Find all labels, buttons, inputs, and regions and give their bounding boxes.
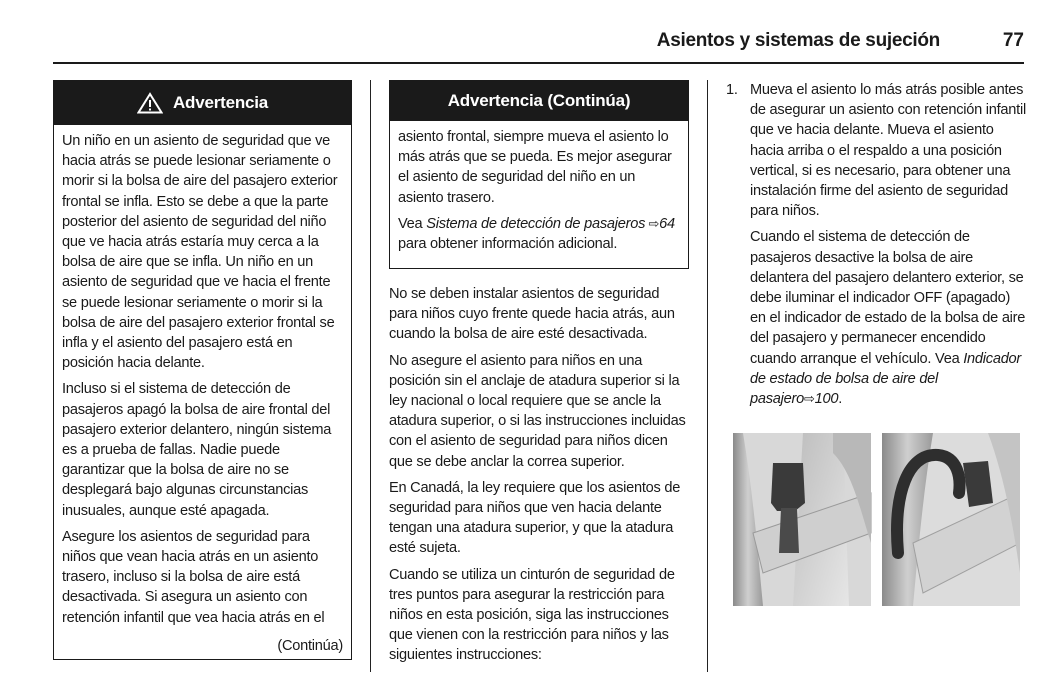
step-paragraph-text: Cuando el sistema de detección de pasajeros desactive la bolsa de aire delantera del pasajero delantero exterior, se debe iluminar el indicador OFF (apagado) en el indicador de estado de la bolsa de aire del pasajero y permanecer encendido cuando arranque el vehículo. Vea <box>750 229 1026 367</box>
step-text: Mueva el asiento lo más atrás posible antes de asegurar un asiento con retención infantil que ve hacia delante. Mueva el asiento hacia arriba o el respaldo a una posición vertical, si es necesario, para obtener una instalación firme del asiento de seguridad para niños. <box>750 82 1026 220</box>
reference-page[interactable]: 64 <box>659 215 675 232</box>
column-divider-2 <box>707 80 708 672</box>
body-paragraph: En Canadá, la ley requiere que los asientos de seguridad para niños que ven hacia delante tengan una atadura superior, y que la atadura esté sujeta. <box>389 479 681 557</box>
warning-continued-body <box>390 121 688 254</box>
column-3-body <box>726 80 1026 409</box>
warning-paragraph: Un niño en un asiento de seguridad que ve hacia atrás se puede lesionar seriamente o morir si la bolsa de aire del pasajero exterior frontal se infla. Esto se debe a que la parte posterior del asiento de seguridad del niño que ve hacia atrás estaría muy cerca a la bolsa de aire que se infla. Un niño en un asiento de seguridad que ve hacia el frente se puede lesionar seriamente o morir si la bolsa de aire del pasajero exterior frontal se infla y el asiento del pasajero está en posición hacia delante. <box>62 133 338 372</box>
warning-title: Advertencia <box>172 93 269 112</box>
warning-triangle-icon <box>137 92 163 114</box>
warning-header <box>54 81 351 125</box>
reference-page[interactable]: 100 <box>814 391 839 408</box>
warning-paragraph: asiento frontal, siempre mueva el asiento lo más atrás que se pueda. Es mejor asegurar el asiento de seguridad del niño en un asiento trasero. <box>398 129 672 206</box>
section-title: Asientos y sistemas de sujeción <box>656 30 940 51</box>
ref-end: . <box>838 391 843 408</box>
warning-box-continued <box>389 80 689 269</box>
reference-arrow-icon: ⇨ <box>803 391 815 407</box>
ref-prefix: Vea <box>398 215 427 232</box>
reference-paragraph <box>398 214 680 254</box>
column-2-body <box>389 284 689 666</box>
body-paragraph: No se deben instalar asientos de seguridad para niños cuyo frente quede hacia atrás, aun cuando la bolsa de aire esté desactivada. <box>389 286 675 343</box>
body-paragraph: No asegure el asiento para niños en una posición sin el anclaje de atadura superior si la ley nacional o local requiere que se ancle la atadura superior, o si las instrucciones incluidas con el asiento de seguridad para niños dicen que se debe anclar la correa superior. <box>389 352 686 470</box>
photo-right <box>882 433 1020 606</box>
warning-paragraph: Asegure los asientos de seguridad para niños que vean hacia atrás en un asiento trasero, incluso si la bolsa de aire está desactivada. Si asegura un asiento con retención infantil que vea hacia atrás en el <box>62 528 325 626</box>
warning-box <box>53 80 352 660</box>
reference-arrow-icon: ⇨ <box>645 215 660 231</box>
step-number: 1. <box>726 82 738 98</box>
page-number: 77 <box>1002 30 1024 51</box>
reference-link[interactable]: Sistema de detección de pasajeros <box>426 215 646 232</box>
ref-suffix: para obtener información adicional. <box>398 236 618 253</box>
continued-label: (Continúa) <box>277 637 343 654</box>
numbered-step <box>726 80 1026 221</box>
reference-link[interactable]: Indicador de estado de bolsa de aire del pasajero <box>750 350 1022 408</box>
body-paragraph: Cuando se utiliza un cinturón de seguridad de tres puntos para asegurar la restricción para niños en esta posición, siga las instrucciones que vienen con la restricción para niños y las siguientes instrucciones: <box>389 566 675 664</box>
warning-continued-title: Advertencia (Continúa) <box>447 91 631 110</box>
photo-left <box>733 433 871 606</box>
column-divider-1 <box>370 80 371 672</box>
warning-continued-header <box>390 81 688 121</box>
header-rule <box>53 62 1024 64</box>
seatbelt-photo <box>733 433 1020 606</box>
step-paragraph <box>726 227 1026 409</box>
warning-body <box>54 125 351 656</box>
warning-paragraph: Incluso si el sistema de detección de pasajeros apagó la bolsa de aire frontal del pasajero exterior delantero, ningún sistema es a prueba de fallas. Nadie puede garantizar que la bolsa de aire no se desplegará bajo algunas circunstancias inusuales, aunque esté apagada. <box>62 381 332 519</box>
